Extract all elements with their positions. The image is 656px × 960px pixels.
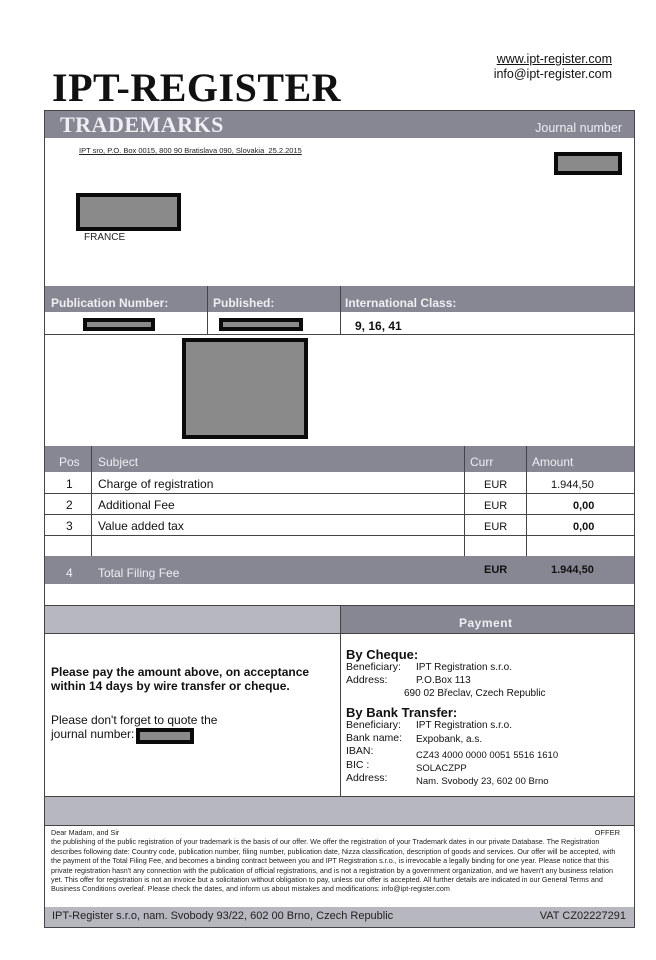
total-curr: EUR xyxy=(484,564,508,576)
journal-number-redacted xyxy=(554,152,622,175)
journal-number-redacted-2 xyxy=(136,728,194,744)
cheque-beneficiary-label: Beneficiary: xyxy=(346,661,401,673)
col-header-curr: Curr xyxy=(470,455,494,469)
row-3-pos: 3 xyxy=(66,519,73,533)
row-2-amount: 0,00 xyxy=(573,500,595,512)
vat-number: VAT CZ02227291 xyxy=(539,910,626,922)
cheque-title: By Cheque: xyxy=(346,647,419,662)
bank-address: Nam. Svobody 23, 602 00 Brno xyxy=(416,776,549,787)
cheque-address-line2: 690 02 Břeclav, Czech Republic xyxy=(404,688,546,699)
row-3-subject: Value added tax xyxy=(98,519,184,533)
company-address: IPT-Register s.r.o, nam. Svobody 93/22, 602 00 Brno, Czech Republic xyxy=(52,910,394,922)
col-header-subject: Subject xyxy=(98,455,139,469)
international-class-label: International Class: xyxy=(345,296,457,310)
total-subject: Total Filing Fee xyxy=(98,566,180,580)
sender-line: IPT sro, P.O. Box 0015, 800 90 Bratislava 090, Slovakia 25.2.2015 xyxy=(79,146,302,155)
published-label: Published: xyxy=(213,296,275,310)
offer-label: OFFER xyxy=(594,828,620,837)
journal-number-label: Journal number xyxy=(535,121,622,135)
payment-left-band xyxy=(45,606,340,633)
journal-reminder: Please don't forget to quote the journal number: xyxy=(51,713,218,741)
email-text: info@ipt-register.com xyxy=(493,67,612,81)
divider xyxy=(45,493,634,494)
brand-title: IPT-REGISTER xyxy=(52,65,342,110)
col-header-amount: Amount xyxy=(532,455,574,469)
row-1-pos: 1 xyxy=(66,477,73,491)
divider xyxy=(45,514,634,515)
divider xyxy=(340,605,341,826)
row-1-amount: 1.944,50 xyxy=(551,479,594,491)
recipient-country: FRANCE xyxy=(84,232,126,243)
bank-beneficiary-label: Beneficiary: xyxy=(346,719,401,731)
bank-beneficiary: IPT Registration s.r.o. xyxy=(416,720,512,731)
col-header-pos: Pos xyxy=(59,455,80,469)
terms-text: Dear Madam, and Sir the publishing of the public registration of your trademark is the basis of our offer. We offer the registration of your Trademark dates in our private Database. The Registration describes following date: Country code, publication number, filing number, publication date, Nizza classification, description of goods and services. Our offer will be accepted, with the payment of the Total Filing Fee, and becomes a binding contract between you and IPT Registration s.r.o., is irrevocable a legally binding for one year. Please notice that this private registration hasn't any connection with the publication of official registrations, and is not a registration by a government organization, and we haven't any business relation yet. This offer for registration is not an invoice but a solicitation without obligation to pay, unless our offer is accepted. All further details are indicated in our General Terms and Business Conditions overleaf. Please check the dates, and inform us about mistakes and modifications: info@ipt-register.com xyxy=(51,828,616,894)
publication-number-label: Publication Number: xyxy=(51,296,169,310)
row-3-curr: EUR xyxy=(484,521,508,533)
row-2-subject: Additional Fee xyxy=(98,498,175,512)
letter-date: 25.2.2015 xyxy=(268,146,302,155)
bic-label: BIC : xyxy=(346,759,370,771)
divider xyxy=(340,286,341,335)
iban-value: CZ43 4000 0000 0051 5516 1610 xyxy=(416,750,559,761)
trademark-image-redacted xyxy=(182,338,308,439)
bank-name: Expobank, a.s. xyxy=(416,734,483,745)
row-2-curr: EUR xyxy=(484,500,508,512)
cheque-address-line1: P.O.Box 113 xyxy=(416,675,471,686)
cheque-address-label: Address: xyxy=(346,674,388,686)
divider xyxy=(207,286,208,335)
lower-band xyxy=(45,797,634,825)
banner-title: TRADEMARKS xyxy=(60,112,224,137)
publication-number-redacted xyxy=(83,318,155,331)
row-1-subject: Charge of registration xyxy=(98,477,214,491)
recipient-name-redacted xyxy=(76,193,181,231)
row-2-pos: 2 xyxy=(66,498,73,512)
divider xyxy=(45,796,634,797)
divider xyxy=(45,535,634,536)
row-3-amount: 0,00 xyxy=(573,521,595,533)
total-amount: 1.944,50 xyxy=(551,564,594,576)
international-class-value: 9, 16, 41 xyxy=(355,319,402,333)
cheque-beneficiary: IPT Registration s.r.o. xyxy=(416,662,512,673)
bank-address-label: Address: xyxy=(346,772,388,784)
divider xyxy=(45,825,634,826)
website-link[interactable]: www.ipt-register.com xyxy=(496,52,612,66)
bank-transfer-title: By Bank Transfer: xyxy=(346,705,458,720)
bic-value: SOLACZPP xyxy=(416,763,467,774)
payment-instruction: Please pay the amount above, on acceptance within 14 days by wire transfer or cheque. xyxy=(51,665,310,693)
bank-name-label: Bank name: xyxy=(346,732,403,744)
divider xyxy=(45,334,634,335)
iban-label: IBAN: xyxy=(346,745,374,757)
row-1-curr: EUR xyxy=(484,479,508,491)
published-date-redacted xyxy=(219,318,303,331)
header-contact xyxy=(494,52,612,82)
payment-label: Payment xyxy=(459,616,513,630)
total-pos: 4 xyxy=(66,566,73,580)
